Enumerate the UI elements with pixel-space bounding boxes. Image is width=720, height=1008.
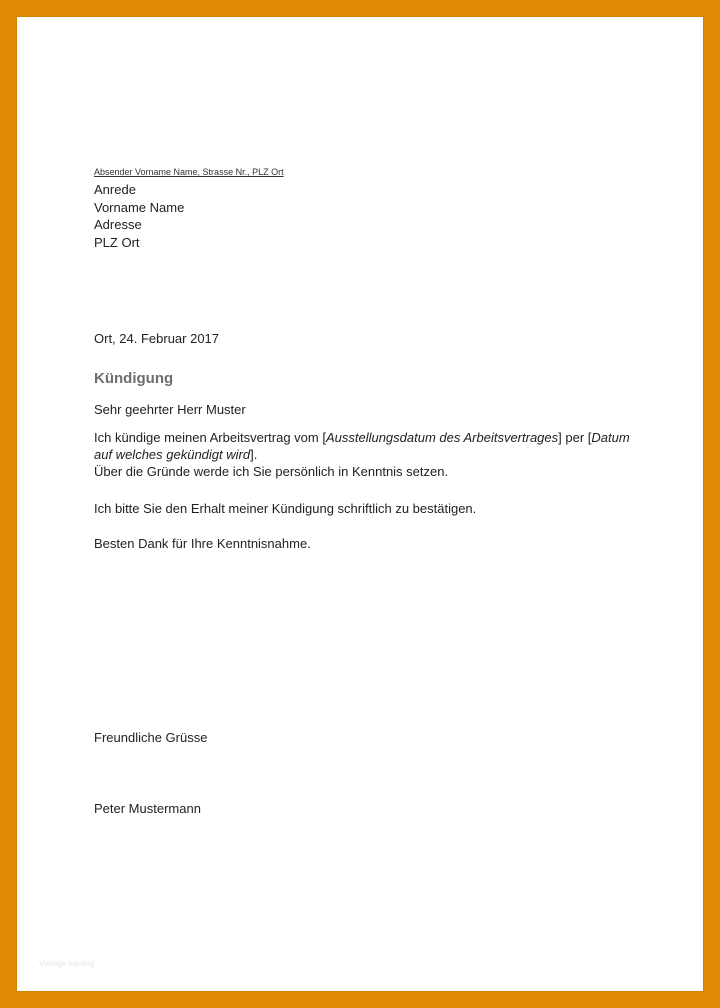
letter-date: Ort, 24. Februar 2017 (94, 331, 220, 346)
para1-line-2: Über die Gründe werde ich Sie persönlich in Kenntnis setzen. (94, 464, 449, 479)
para1-placeholder-contract-date: Ausstellungsdatum des Arbeitsvertrages (325, 430, 559, 445)
body-paragraph-3: Besten Dank für Ihre Kenntnisnahme. (94, 536, 311, 551)
recipient-city: PLZ Ort (94, 234, 140, 250)
para1-text-3: ]. (250, 447, 258, 462)
letter-closing: Freundliche Grüsse (94, 730, 208, 745)
recipient-address-block (94, 181, 184, 251)
watermark-text: Vorlage katalog (39, 959, 95, 968)
letter-signature: Peter Mustermann (94, 801, 201, 816)
para1-text-2: ] per [ (558, 430, 592, 445)
body-paragraph-1 (94, 429, 639, 480)
sender-address-line: Absender Vorname Name, Strasse Nr., PLZ Ort (94, 167, 284, 177)
body-paragraph-2: Ich bitte Sie den Erhalt meiner Kündigung schriftlich zu bestätigen. (94, 501, 477, 516)
recipient-name: Vorname Name (94, 199, 185, 215)
para1-text-1: Ich kündige meinen Arbeitsvertrag vom [ (94, 430, 326, 445)
letter-salutation: Sehr geehrter Herr Muster (94, 402, 246, 417)
para1-placeholder-termination-date: Datum auf welches gekündigt wird (94, 430, 630, 462)
letter-page (17, 17, 703, 991)
recipient-salutation: Anrede (94, 182, 136, 197)
recipient-address: Adresse (94, 217, 142, 232)
letter-subject: Kündigung (94, 370, 174, 387)
